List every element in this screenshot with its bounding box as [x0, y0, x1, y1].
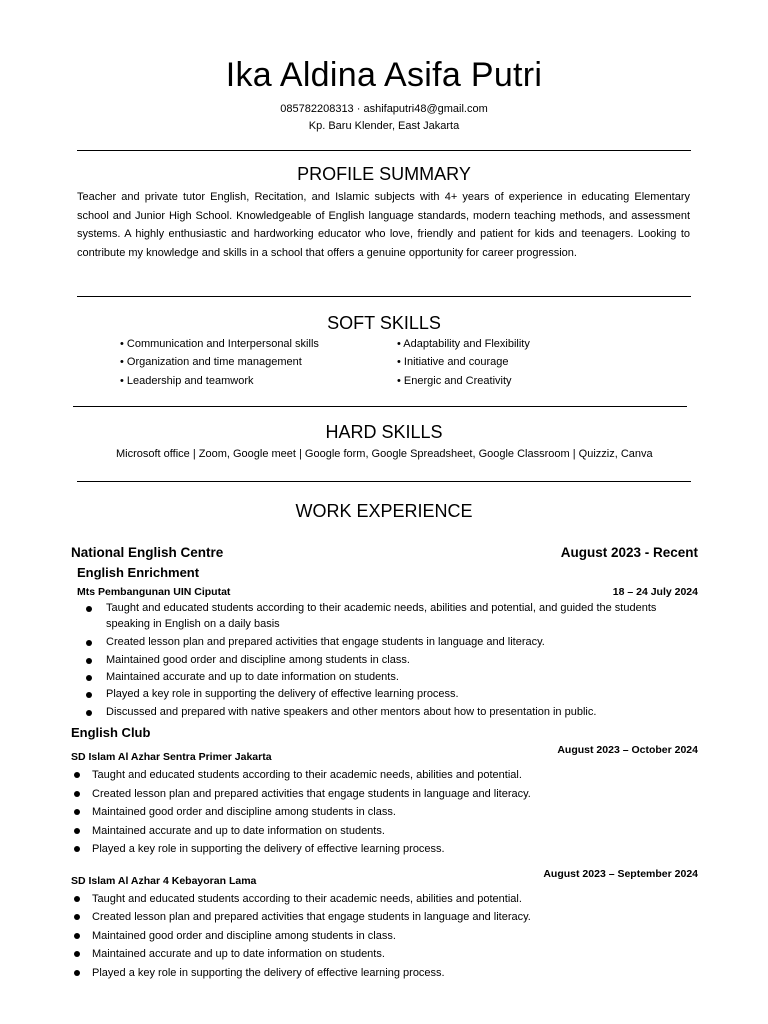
- list-item: Maintained accurate and up to date information on students.: [106, 671, 399, 683]
- bullet-icon: [86, 692, 92, 698]
- bullet-icon: [86, 710, 92, 716]
- company-date: August 2023 - Recent: [560, 545, 698, 560]
- bullet-icon: [74, 791, 80, 797]
- list-item: Played a key role in supporting the delivery of effective learning process.: [92, 843, 445, 855]
- company-name: National English Centre: [71, 545, 224, 560]
- bullet-icon: [86, 658, 92, 664]
- bullet-icon: [86, 606, 92, 612]
- profile-summary-text: Teacher and private tutor English, Recitation, and Islamic subjects with 4+ years of experience in educating Elementary school and Junior High School. Knowledgeable of English language standards, modern teaching methods, and assessment systems. A highly enthusiastic and hardworking educator who love, friendly and patient for kids and teenagers. Looking to contribute my knowledge and skills in a school that offers a genuine opportunity for career progression.: [77, 191, 690, 259]
- bullet-icon: [74, 914, 80, 920]
- bullet-icon: [74, 772, 80, 778]
- soft-skill-item: • Leadership and teamwork: [120, 375, 254, 387]
- hard-skills-text: Microsoft office | Zoom, Google meet | Google form, Google Spreadsheet, Google Classroom | Quizziz, Canva: [116, 448, 653, 460]
- list-item: Maintained good order and discipline among students in class.: [92, 930, 396, 942]
- school-date: August 2023 – September 2024: [543, 868, 698, 880]
- bullet-icon: [74, 846, 80, 852]
- divider: [73, 406, 687, 407]
- address-line: Kp. Baru Klender, East Jakarta: [308, 120, 460, 132]
- list-item: Created lesson plan and prepared activities that engage students in language and literacy.: [92, 911, 531, 923]
- soft-skill-item: • Energic and Creativity: [397, 375, 512, 387]
- list-item: Maintained accurate and up to date information on students.: [92, 825, 385, 837]
- list-item: Maintained good order and discipline among students in class.: [106, 654, 410, 666]
- bullet-icon: [86, 640, 92, 646]
- contact-line: 085782208313 · ashifaputri48@gmail.com: [280, 103, 488, 115]
- list-item: Taught and educated students according to their academic needs, abilities and potential.: [92, 893, 522, 905]
- bullet-icon: [74, 951, 80, 957]
- list-item: Played a key role in supporting the delivery of effective learning process.: [106, 688, 459, 700]
- divider: [77, 481, 691, 482]
- bullet-icon: [74, 970, 80, 976]
- soft-skill-item: • Communication and Interpersonal skills: [120, 338, 319, 350]
- soft-skill-item: • Initiative and courage: [397, 356, 509, 368]
- soft-skills-title: SOFT SKILLS: [327, 313, 441, 333]
- list-item: Taught and educated students according to their academic needs, abilities and potential.: [92, 769, 522, 781]
- bullet-icon: [86, 675, 92, 681]
- role-title: English Club: [71, 725, 151, 740]
- bullet-icon: [74, 896, 80, 902]
- list-item: Maintained good order and discipline among students in class.: [92, 806, 396, 818]
- bullet-icon: [74, 933, 80, 939]
- work-experience-title: WORK EXPERIENCE: [295, 501, 473, 521]
- school-name: SD Islam Al Azhar 4 Kebayoran Lama: [71, 875, 257, 887]
- bullet-icon: [74, 828, 80, 834]
- school-name: SD Islam Al Azhar Sentra Primer Jakarta: [71, 751, 272, 763]
- profile-summary-title: PROFILE SUMMARY: [297, 164, 471, 184]
- divider: [77, 296, 691, 297]
- list-item: Played a key role in supporting the delivery of effective learning process.: [92, 967, 445, 979]
- school-date: 18 – 24 July 2024: [612, 586, 698, 598]
- list-item: Taught and educated students according to their academic needs, abilities and potential, and guided the students speaking in English on a daily basis: [106, 602, 657, 630]
- divider: [77, 150, 691, 151]
- hard-skills-title: HARD SKILLS: [325, 422, 443, 442]
- soft-skill-item: • Organization and time management: [120, 356, 302, 368]
- list-item: Discussed and prepared with native speakers and other mentors about how to presentation in public.: [106, 706, 597, 718]
- candidate-name: Ika Aldina Asifa Putri: [225, 56, 543, 94]
- list-item: Maintained accurate and up to date information on students.: [92, 948, 385, 960]
- role-title: English Enrichment: [77, 565, 200, 580]
- bullet-icon: [74, 809, 80, 815]
- school-name: Mts Pembangunan UIN Ciputat: [77, 586, 231, 598]
- list-item: Created lesson plan and prepared activities that engage students in language and literacy.: [92, 788, 531, 800]
- school-date: August 2023 – October 2024: [557, 744, 698, 756]
- soft-skill-item: • Adaptability and Flexibility: [397, 338, 530, 350]
- list-item: Created lesson plan and prepared activities that engage students in language and literacy.: [106, 636, 545, 648]
